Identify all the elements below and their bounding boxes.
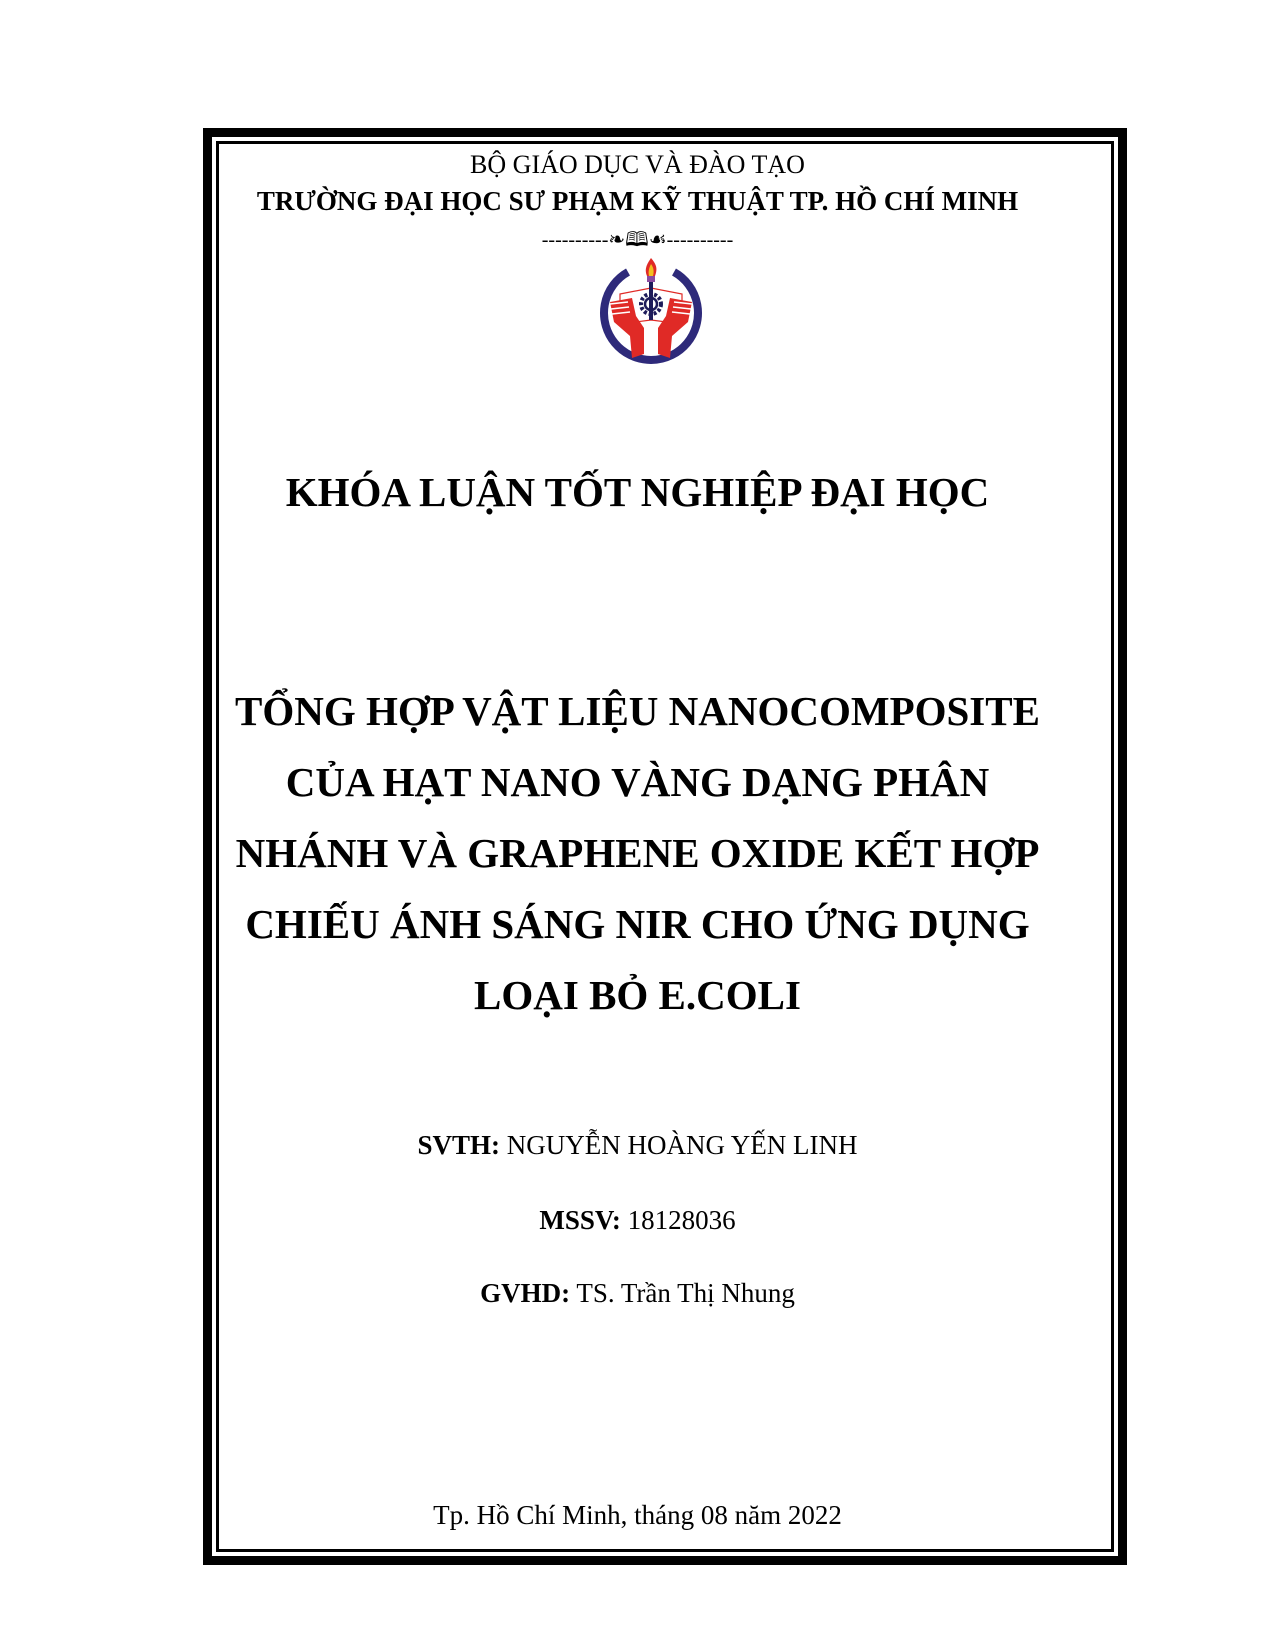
university-logo-icon xyxy=(598,258,704,382)
book-ornament-icon: ❧🕮☙ xyxy=(608,229,667,251)
thesis-title-line: NHÁNH VÀ GRAPHENE OXIDE KẾT HỢP xyxy=(235,830,1040,876)
student-id-value: 18128036 xyxy=(627,1205,736,1235)
thesis-type-heading: KHÓA LUẬN TỐT NGHIỆP ĐẠI HỌC xyxy=(285,469,990,515)
advisor-label: GVHD: xyxy=(480,1278,571,1308)
place-date-line: Tp. Hồ Chí Minh, tháng 08 năm 2022 xyxy=(433,1500,842,1530)
ministry-heading: BỘ GIÁO DỤC VÀ ĐÀO TẠO xyxy=(470,150,805,179)
student-id-field xyxy=(0,1205,1275,1236)
thesis-title xyxy=(0,676,1275,1031)
thesis-title-line: LOẠI BỎ E.COLI xyxy=(474,972,801,1018)
divider-dashes-right: ---------- xyxy=(666,229,734,251)
student-value: NGUYỄN HOÀNG YẾN LINH xyxy=(506,1130,858,1160)
divider-dashes-left: ---------- xyxy=(541,229,609,251)
thesis-title-line: CỦA HẠT NANO VÀNG DẠNG PHÂN xyxy=(285,759,990,805)
thesis-title-line: TỔNG HỢP VẬT LIỆU NANOCOMPOSITE xyxy=(235,688,1040,734)
student-label: SVTH: xyxy=(417,1130,501,1160)
student-id-label: MSSV: xyxy=(539,1205,621,1235)
school-heading: TRƯỜNG ĐẠI HỌC SƯ PHẠM KỸ THUẬT TP. HỒ CHÍ MINH xyxy=(256,186,1019,216)
student-field xyxy=(0,1130,1275,1161)
advisor-value: TS. Trần Thị Nhung xyxy=(576,1278,795,1308)
ornamental-divider xyxy=(0,225,1275,259)
thesis-title-line: CHIẾU ÁNH SÁNG NIR CHO ỨNG DỤNG xyxy=(245,901,1030,947)
advisor-field xyxy=(0,1278,1275,1309)
